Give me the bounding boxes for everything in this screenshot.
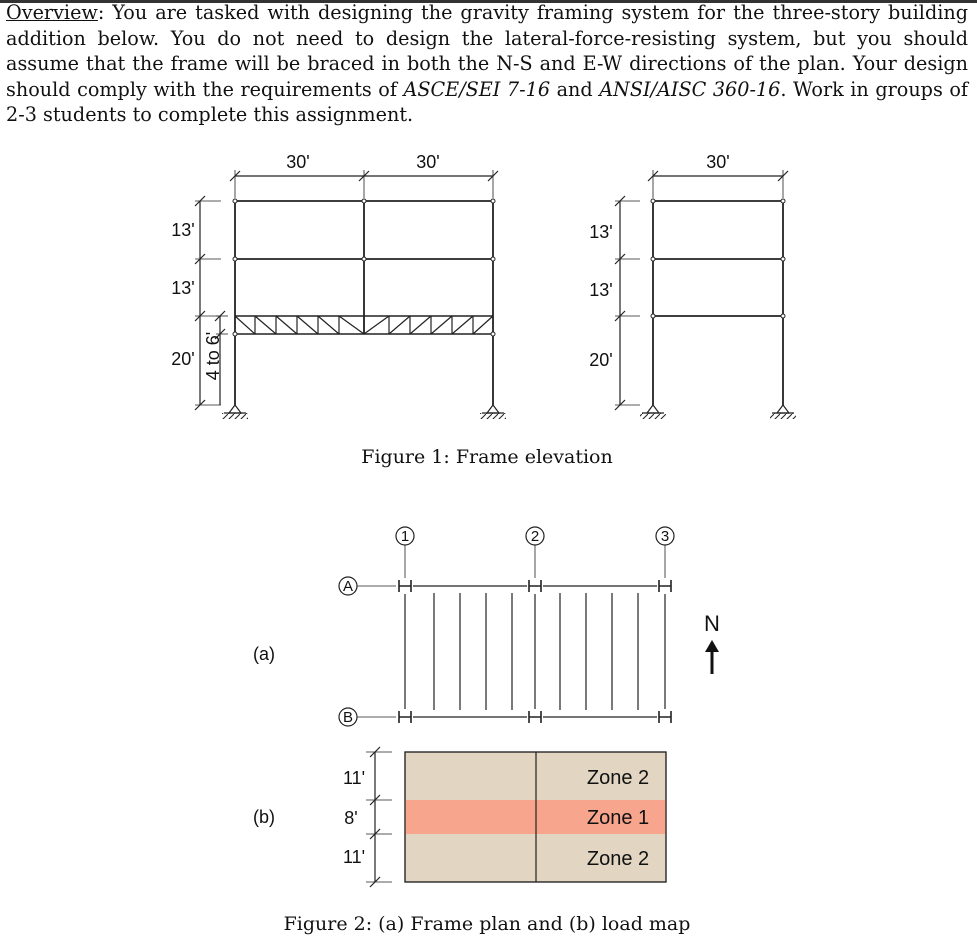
story-height-bottom-right: 20' [589,350,613,370]
span-dimension-1: 30' [286,152,310,172]
overview-text-3: . Work in groups of 2-3 students to complete this assignment. [6,77,968,127]
overview-text-2: and [550,77,600,101]
north-arrow-icon [705,640,719,674]
figure-1-caption: Figure 1: Frame elevation [361,446,613,468]
zone-dimension-mid: 8' [344,808,358,828]
story-height-top-right: 13' [589,222,613,242]
part-a-label: (a) [253,644,275,664]
code-reference-aisc: ANSI/AISC 360-16 [599,77,781,101]
span-dimension-right: 30' [706,152,730,172]
part-b-label: (b) [253,807,275,827]
story-height-mid-right: 13' [589,280,613,300]
overview-text-1: : You are tasked with designing the gravity framing system for the three-story building addition below. You do not need to design the lateral-force-resisting system, but you should assume that the frame will be braced in both the N-S and E-W directions of the plan. Your design should comply with the requirements of [6,1,968,101]
load-map-dimensions [366,747,392,887]
grid-line-a: A [342,578,354,595]
span-dimension-2: 30' [416,152,440,172]
frame-plan [339,527,674,726]
grid-line-b: B [342,709,354,726]
zone-dimension-top: 11' [342,768,366,788]
north-label: N [704,611,720,636]
zone-2-bottom-label: Zone 2 [586,848,650,870]
grid-line-1: 1 [400,528,410,545]
story-height-top-left: 13' [171,220,195,240]
zone-2-top-label: Zone 2 [586,767,650,789]
zone-1-label: Zone 1 [586,807,650,829]
figure-2-caption: Figure 2: (a) Frame plan and (b) load map [283,913,691,935]
elevation-right [615,170,796,419]
story-height-mid-left: 13' [171,278,195,298]
grid-line-2: 2 [530,528,540,545]
code-reference-asce: ASCE/SEI 7-16 [403,77,551,101]
elevation-left [195,170,506,419]
overview-lead: Overview [6,1,98,24]
grid-line-3: 3 [660,528,670,545]
truss-depth-label: 4 to 6' [203,331,223,381]
story-height-bottom-left: 20' [171,349,195,369]
zone-dimension-bottom: 11' [342,847,366,867]
